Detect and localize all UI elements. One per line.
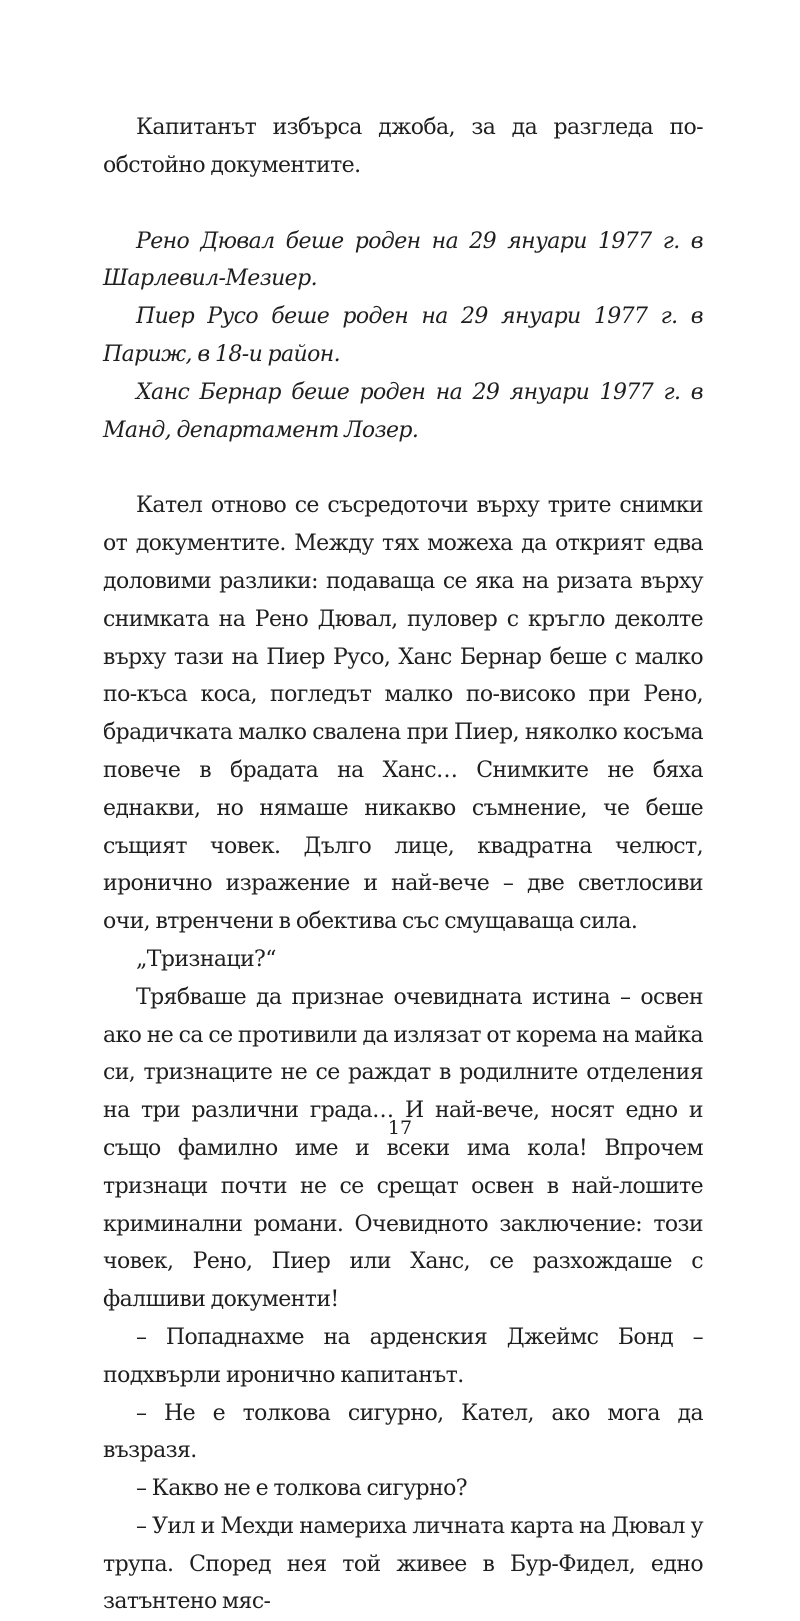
paragraph-document-reno: Рено Дювал беше роден на 29 януари 1977 г. в Шарлевил-Мезиер. <box>103 228 703 292</box>
paragraph-dialogue-not-certain: – Не е толкова сигурно, Кател, ако мога да възразя. <box>103 1400 703 1464</box>
paragraph-document-pierre: Пиер Русо беше роден на 29 януари 1977 г. в Париж, в 18-и район. <box>103 304 703 367</box>
paragraph-captain-wipes-pocket: Капитанът избърса джоба, за да разгледа по-обстойно документите. <box>103 115 703 178</box>
page-text-block <box>103 109 703 1621</box>
section-spacer <box>103 185 703 223</box>
paragraph-dialogue-id-card: – Уил и Мехди намериха личната карта на Дювал у трупа. Според нея той живее в Бур-Фидел, едно затънтено мяс- <box>103 1513 703 1615</box>
paragraph-photo-differences: Кател отново се съсредоточи върху трите снимки от документите. Между тях можеха да открият едва доловими разлики: подаваща се яка на ризата върху снимката на Рено Дювал, пуловер с кръгло деколте върху тази на Пиер Русо, Ханс Бернар беше с малко по-къса коса, погледът малко по-високо при Рено, брадичката малко свалена при Пиер, няколко косъма повече в брадата на Ханс… Снимките не бяха еднакви, но нямаше никакво съмнение, че беше същият човек. Дълго лице, квадратна челюст, иронично изражение и най-вече – две светлосиви очи, втренчени в обектива със смущаваща сила. <box>103 493 703 935</box>
paragraph-dialogue-james-bond: – Попаднахме на арденския Джеймс Бонд – подхвърли иронично капитанът. <box>103 1324 703 1388</box>
paragraph-obvious-truth: Трябваше да признае очевидната истина – освен ако не са се противили да излязат от корема на майка си, тризнаците не се раждат в родилните отделения на три различни града… И най-вече, носят едно и също фамилно име и всеки има кола! Впрочем тризнаци почти не се срещат освен в най-лошите криминални романи. Очевидното заключение: този човек, Рено, Пиер или Ханс, се разхождаше с фалшиви документи! <box>103 984 703 1313</box>
paragraph-document-hans: Ханс Бернар беше роден на 29 януари 1977 г. в Манд, департамент Лозер. <box>103 379 703 443</box>
paragraph-dialogue-what-not-certain: – Какво не е толкова сигурно? <box>136 1476 467 1502</box>
page-number: 17 <box>387 1117 413 1139</box>
section-spacer <box>103 449 703 487</box>
paragraph-triplets-question: „Тризнаци?“ <box>136 946 276 972</box>
